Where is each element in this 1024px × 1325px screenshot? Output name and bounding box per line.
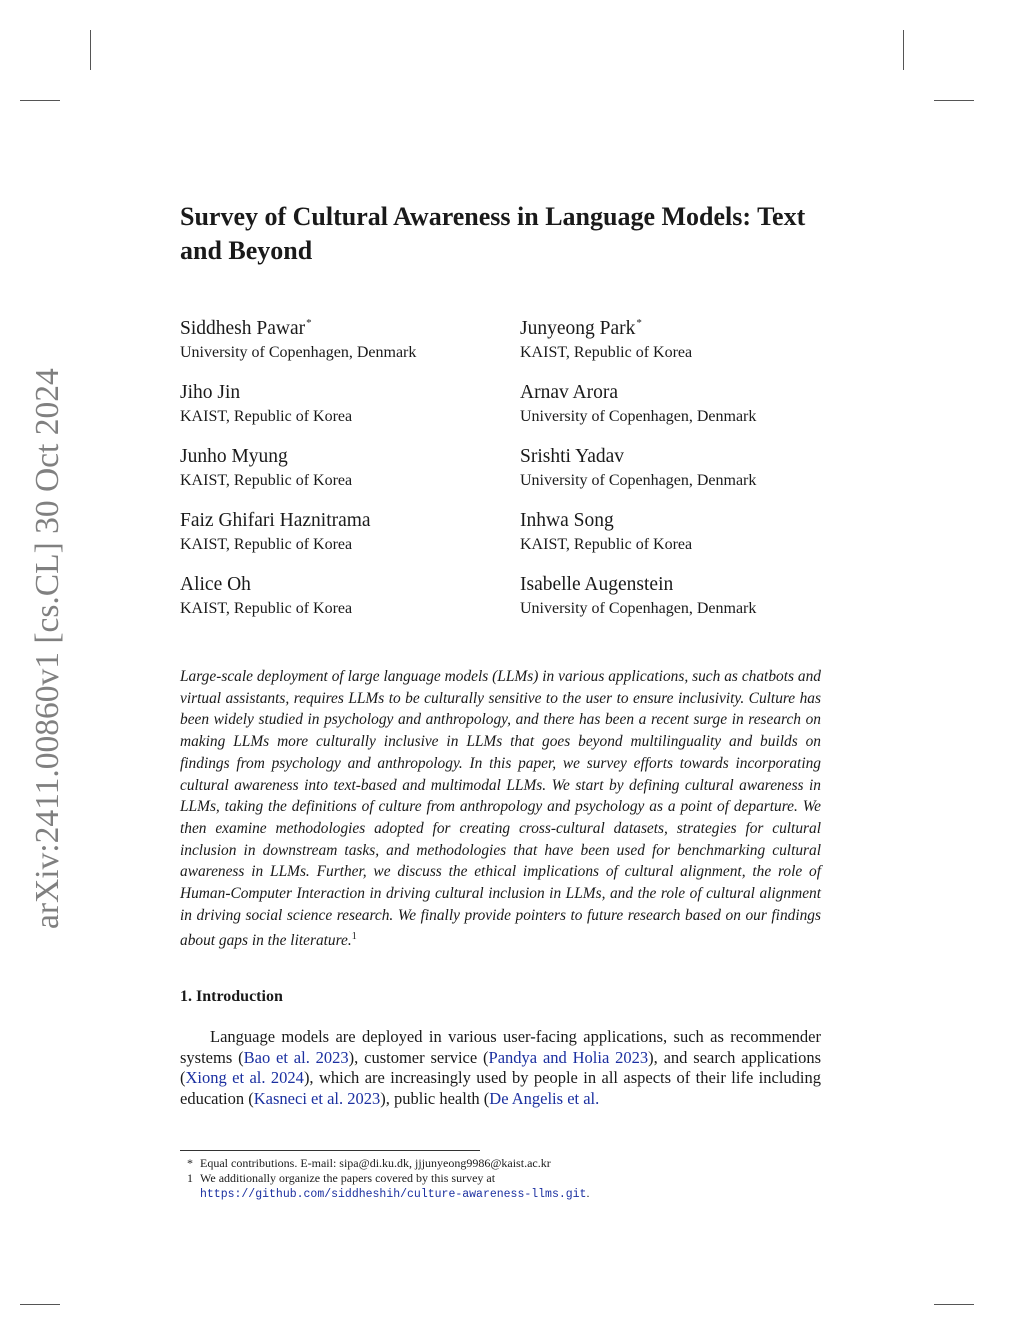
footnote-text: We additionally organize the papers covered by this survey at	[200, 1171, 496, 1185]
author-name	[180, 380, 520, 406]
author-affiliation: KAIST, Republic of Korea	[180, 536, 353, 553]
author-entry	[180, 380, 520, 427]
footnote-equal	[180, 1156, 820, 1171]
abstract	[180, 666, 821, 952]
crop-mark	[90, 30, 91, 70]
author-entry	[180, 572, 520, 619]
author-entry	[180, 444, 520, 491]
body-text: ), which are increasingly used by people in all aspects of their life including education (	[180, 1068, 821, 1108]
body-text: ), customer service (	[348, 1047, 489, 1067]
author-affiliation: KAIST, Republic of Korea	[520, 536, 693, 553]
footnote-url-line	[180, 1186, 820, 1202]
author-name	[180, 310, 520, 342]
author-entry	[520, 310, 840, 363]
author-name-text: Siddhesh Pawar	[180, 318, 306, 339]
author-name-text: Alice Oh	[180, 574, 251, 595]
author-name-text: Arnav Arora	[520, 382, 619, 403]
author-name-text: Isabelle Augenstein	[520, 574, 674, 595]
author-entry	[180, 508, 520, 555]
crop-mark	[20, 100, 60, 101]
citation-link[interactable]: De Angelis et al.	[489, 1088, 600, 1108]
author-entry	[520, 572, 840, 619]
footnote-text: Equal contributions. E-mail: sipa@di.ku.dk, jjjunyeong9986@kaist.ac.kr	[200, 1156, 551, 1170]
author-name	[180, 444, 520, 470]
crop-mark	[934, 100, 974, 101]
crop-mark	[903, 30, 904, 70]
crop-mark	[20, 1304, 60, 1305]
citation-link[interactable]: Bao et al. 2023	[243, 1047, 349, 1067]
body-text: ), public health (	[380, 1088, 490, 1108]
section-heading: 1. Introduction	[180, 988, 283, 1005]
footnote-mark: 1	[187, 1171, 193, 1185]
author-name-text: Jiho Jin	[180, 382, 241, 403]
footnote-ref[interactable]: 1	[351, 931, 357, 943]
author-name	[520, 508, 840, 534]
author-list	[180, 310, 840, 619]
author-affiliation: KAIST, Republic of Korea	[180, 472, 353, 489]
footnotes	[180, 1156, 820, 1202]
abstract-text: Large-scale deployment of large language models (LLMs) in various applications, such as chatbots and virtual assistants, requires LLMs to be culturally sensitive to the user to ensure inclusivity. Culture has been widely studied in psychology and anthropology, and there has been a recent surge in research on making LLMs more culturally inclusive in LLMs that goes beyond multilinguality and builds on findings from psychology and anthropology. In this paper, we survey efforts towards incorporating cultural awareness into text-based and multimodal LLMs. We start by defining cultural awareness in LLMs, taking the definitions of culture from anthropology and psychology as a point of departure. We then examine methodologies adopted for creating cross-cultural datasets, strategies for cultural inclusion in downstream tasks, and methodologies that have been used for benchmarking cultural awareness in LLMs. Further, we discuss the ethical implications of cultural alignment, the role of Human-Computer Interaction in driving cultural inclusion in LLMs, and the role of cultural alignment in driving social science research. We finally provide pointers to future research based on our findings about gaps in the literature.	[180, 668, 821, 950]
author-affiliation: KAIST, Republic of Korea	[180, 408, 353, 425]
citation-link[interactable]: Kasneci et al. 2023	[253, 1088, 381, 1108]
author-affiliation: University of Copenhagen, Denmark	[520, 600, 757, 617]
footnote-1	[180, 1171, 820, 1186]
author-entry	[520, 444, 840, 491]
author-name	[180, 508, 520, 534]
author-name-text: Faiz Ghifari Haznitrama	[180, 510, 371, 531]
author-name-text: Junho Myung	[180, 446, 288, 467]
footnote-url-suffix: .	[586, 1186, 590, 1200]
arxiv-stamp: arXiv:2411.00860v1 [cs.CL] 30 Oct 2024	[29, 368, 66, 930]
body-text: Language models are deployed in various user-facing applications, such as recommender systems (	[180, 1027, 821, 1067]
equal-contribution-mark: *	[636, 317, 642, 329]
author-name	[520, 310, 840, 342]
author-affiliation: KAIST, Republic of Korea	[180, 600, 353, 617]
body-text: ), and search applications (	[180, 1047, 821, 1087]
crop-mark	[934, 1304, 974, 1305]
author-name-text: Inhwa Song	[520, 510, 614, 531]
author-name	[520, 572, 840, 598]
author-entry	[180, 310, 520, 363]
equal-contribution-mark: *	[306, 317, 312, 329]
footnote-rule	[180, 1150, 480, 1151]
author-affiliation: University of Copenhagen, Denmark	[520, 472, 757, 489]
author-name-text: Srishti Yadav	[520, 446, 625, 467]
introduction-paragraph	[180, 1027, 821, 1109]
author-entry	[520, 508, 840, 555]
author-affiliation: University of Copenhagen, Denmark	[180, 344, 417, 361]
author-name	[520, 444, 840, 470]
author-name-text: Junyeong Park	[520, 318, 636, 339]
author-entry	[520, 380, 840, 427]
paper-title: Survey of Cultural Awareness in Language Models: Text and Beyond	[180, 202, 806, 265]
citation-link[interactable]: Pandya and Holia 2023	[488, 1047, 649, 1067]
author-affiliation: University of Copenhagen, Denmark	[520, 408, 757, 425]
repo-link[interactable]: https://github.com/siddheshih/culture-awareness-llms.git	[200, 1188, 587, 1201]
citation-link[interactable]: Xiong et al. 2024	[185, 1068, 304, 1087]
author-affiliation: KAIST, Republic of Korea	[520, 344, 693, 361]
author-name	[180, 572, 520, 598]
footnote-mark: *	[187, 1156, 193, 1170]
author-name	[520, 380, 840, 406]
